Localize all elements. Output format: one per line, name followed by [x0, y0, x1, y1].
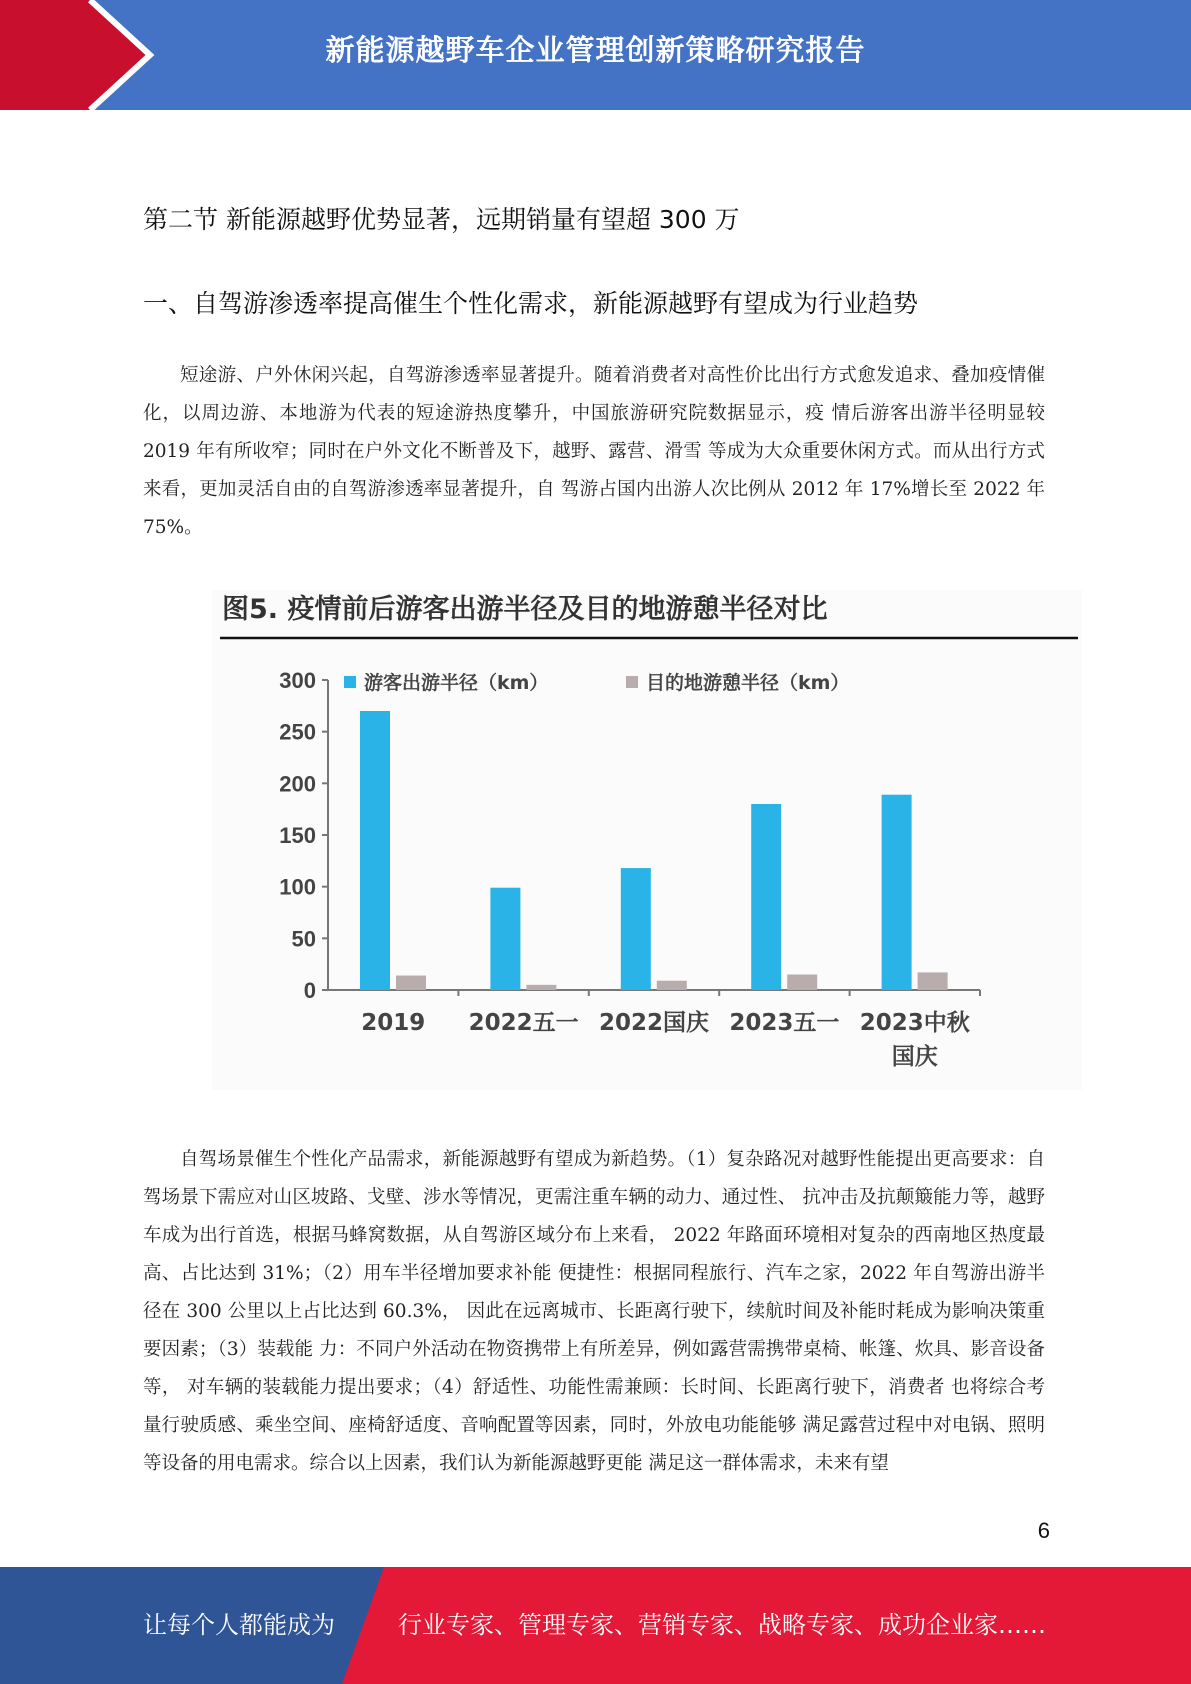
- x-tick-label: 2023五一: [729, 1010, 840, 1036]
- y-tick-label: 0: [303, 978, 316, 1003]
- x-tick-label: 2022国庆: [598, 1010, 710, 1036]
- bar-recreation-radius: [657, 981, 687, 990]
- y-tick-label: 50: [291, 926, 316, 952]
- bar-chart: [212, 590, 1082, 1090]
- bar-travel-radius: [490, 888, 520, 990]
- x-tick-label: 2019: [361, 1010, 426, 1036]
- x-tick-label: 2022五一: [468, 1010, 579, 1036]
- legend-swatch: [344, 676, 356, 688]
- header-title: 新能源越野车企业管理创新策略研究报告: [325, 33, 866, 67]
- x-tick-label: 2023中秋: [859, 1010, 970, 1036]
- bar-travel-radius: [882, 795, 912, 990]
- subsection-title: 一、自驾游渗透率提高催生个性化需求，新能源越野有望成为行业趋势: [143, 289, 919, 318]
- footer-banner: [0, 1567, 1191, 1684]
- x-tick-label: 国庆: [891, 1044, 938, 1070]
- section-title: 第二节 新能源越野优势显著，远期销量有望超 300 万: [143, 205, 740, 234]
- y-tick-label: 250: [279, 719, 316, 745]
- legend-label: 目的地游憩半径（km）: [646, 672, 850, 694]
- page-number: 6: [1037, 1518, 1050, 1543]
- y-tick-label: 100: [279, 874, 316, 900]
- bar-travel-radius: [621, 868, 651, 990]
- paragraph-2: 自驾场景催生个性化产品需求，新能源越野有望成为新趋势。（1）复杂路况对越野性能提出更高要求：自驾场景下需应对山区坡路、戈壁、涉水等情况，更需注重车辆的动力、通过性、 抗冲击及抗颠簸能力等，越野车成为出行首选，根据马蜂窝数据，从自驾游区域分布上来看， 2022 年路面环境相对复杂的西南地区热度最高、占比达到 31%；（2）用车半径增加要求补能 便捷性：根据同程旅行、汽车之家，2022 年自驾游出游半径在 300 公里以上占比达到 60.3%， 因此在远离城市、长距离行驶下，续航时间及补能时耗成为影响决策重要因素；（3）装载能 力：不同户外活动在物资携带上有所差异，例如露营需携带桌椅、帐篷、炊具、影音设备等， 对车辆的装载能力提出要求；（4）舒适性、功能性需兼顾：长时间、长距离行驶下，消费者 也将综合考量行驶质感、乘坐空间、座椅舒适度、音响配置等因素，同时，外放电功能能够 满足露营过程中对电锅、照明等设备的用电需求。综合以上因素，我们认为新能源越野更能 满足这一群体需求，未来有望: [143, 1149, 1045, 1474]
- legend-label: 游客出游半径（km）: [364, 672, 549, 694]
- bar-recreation-radius: [787, 975, 817, 991]
- y-tick-label: 150: [279, 823, 316, 848]
- bar-recreation-radius: [526, 985, 556, 990]
- bar-travel-radius: [751, 804, 781, 990]
- legend-swatch: [626, 676, 638, 688]
- footer-slogan-left: 让每个人都能成为: [143, 1611, 335, 1639]
- y-tick-label: 300: [279, 668, 316, 693]
- chart-figure: [212, 590, 1082, 1090]
- bar-travel-radius: [360, 711, 390, 990]
- bar-recreation-radius: [396, 976, 426, 990]
- footer-slogan-right: 行业专家、管理专家、营销专家、战略专家、成功企业家……: [398, 1611, 1046, 1639]
- y-tick-label: 200: [279, 771, 316, 797]
- chart-title: 图5. 疫情前后游客出游半径及目的地游憩半径对比: [222, 594, 828, 625]
- header-banner: [0, 0, 1191, 110]
- paragraph-1: 短途游、户外休闲兴起，自驾游渗透率显著提升。随着消费者对高性价比出行方式愈发追求、叠加疫情催化，以周边游、本地游为代表的短途游热度攀升，中国旅游研究院数据显示，疫 情后游客出游半径明显较 2019 年有所收窄；同时在户外文化不断普及下，越野、露营、滑雪 等成为大众重要休闲方式。而从出行方式来看，更加灵活自由的自驾游渗透率显著提升，自 驾游占国内出游人次比例从 2012 年 17%增长至 2022 年 75%。: [143, 365, 1045, 538]
- bar-recreation-radius: [918, 972, 948, 990]
